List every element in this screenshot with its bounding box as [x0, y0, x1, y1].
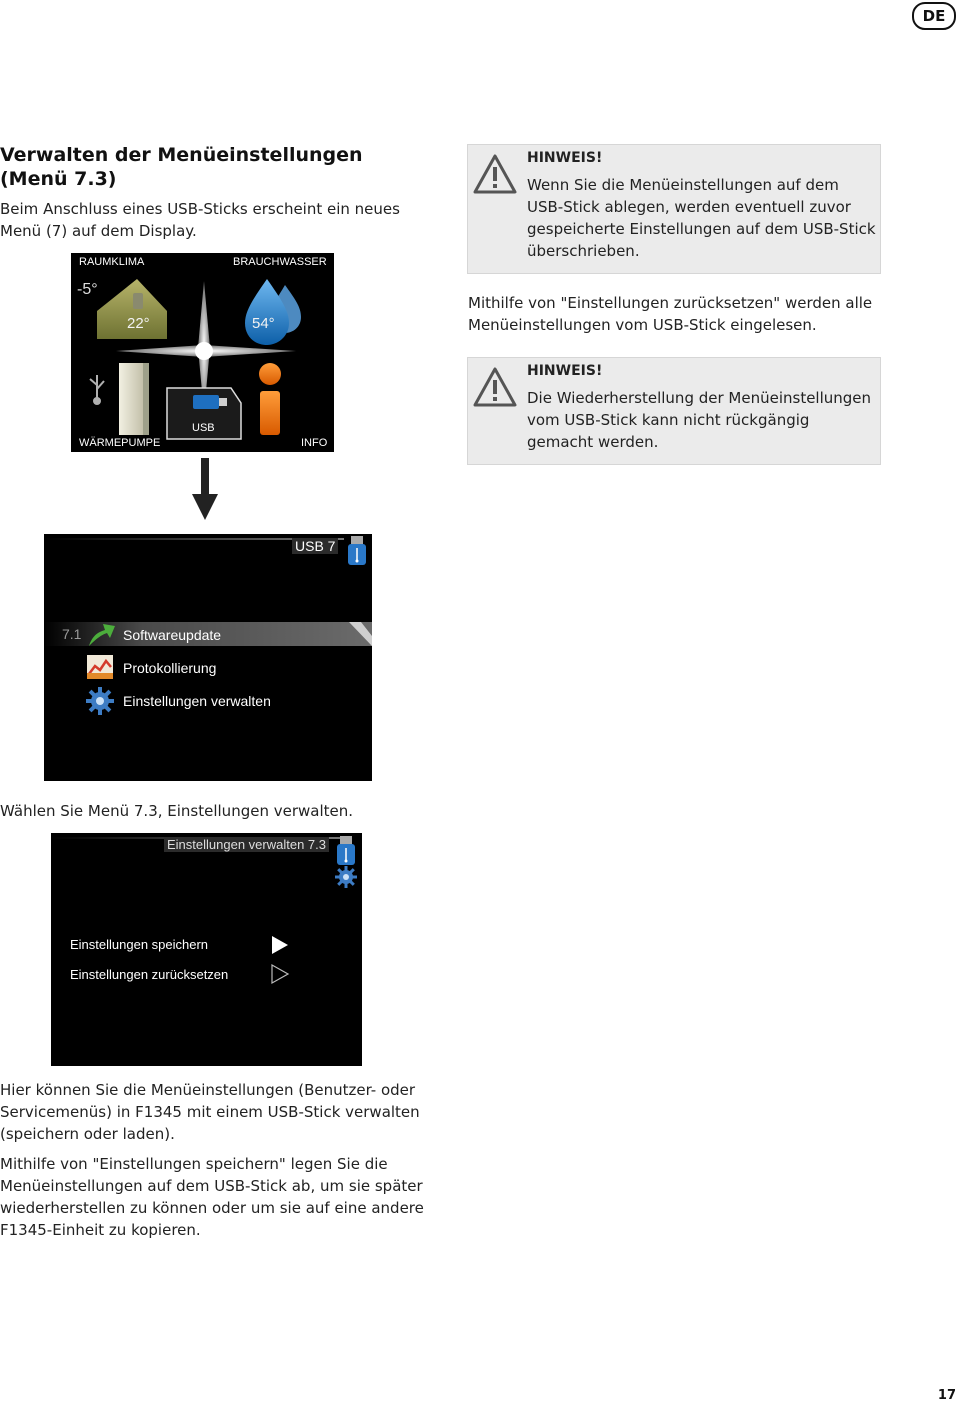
usb-stick-icon: [346, 536, 368, 566]
usb-menu-screen: [44, 534, 372, 781]
usb-stick-icon: [335, 836, 357, 866]
info-label: INFO: [301, 437, 328, 449]
settings-menu-screen: [51, 833, 362, 1066]
note-box-overwrite: [467, 144, 881, 274]
main-display-screen: [71, 253, 334, 452]
arrow-icon: [86, 620, 116, 648]
description-paragraph-2: Mithilfe von "Einstellungen speichern" legen Sie die Menüeinstellungen auf dem USB-Stick ab, um sie später wiederherstellen zu können oder um sie auf eine andere F1345-Einheit zu kopieren.: [0, 1155, 424, 1239]
water-drop-icon: [245, 279, 301, 345]
gear-icon: [335, 866, 357, 888]
note-text: Wenn Sie die Menüeinstellungen auf dem USB-Stick ablegen, werden eventuell zuvor gespeicherte Einstellungen auf dem USB-Stick überschrieben.: [527, 176, 876, 260]
intro-text: Beim Anschluss eines USB-Sticks erscheint ein neues Menü (7) auf dem Display.: [0, 200, 400, 240]
gear-icon: [86, 687, 114, 715]
chart-icon: [86, 654, 114, 680]
water-temperature: 54°: [252, 315, 275, 332]
play-outline-icon[interactable]: [270, 963, 290, 985]
heat-pump-icon: [119, 363, 149, 435]
language-badge: DE: [912, 2, 956, 30]
menu-item-number: 7.1: [62, 626, 82, 642]
note-box-restore: [467, 357, 881, 465]
menu-item-einstellungen-speichern[interactable]: Einstellungen speichern: [70, 937, 209, 952]
outdoor-temperature: -5°: [77, 281, 98, 298]
warning-icon: [472, 153, 518, 195]
settings-menu-title: Einstellungen verwalten 7.3: [164, 837, 329, 852]
usb-label: USB: [192, 422, 215, 434]
menu-item-softwareupdate[interactable]: Softwareupdate: [123, 627, 222, 643]
note-title: HINWEIS!: [527, 150, 603, 166]
usb-symbol-icon: [90, 375, 104, 404]
play-filled-icon[interactable]: [270, 934, 290, 956]
note-text: Die Wiederherstellung der Menüeinstellungen vom USB-Stick kann nicht rückgängig gemacht werden.: [527, 389, 872, 451]
instruction-text: Wählen Sie Menü 7.3, Einstellungen verwalten.: [0, 802, 354, 820]
down-arrow-icon: [192, 458, 218, 520]
indoor-temperature: 22°: [127, 315, 150, 332]
warning-icon: [472, 366, 518, 408]
description-paragraph-1: Hier können Sie die Menüeinstellungen (Benutzer- oder Servicemenüs) in F1345 mit einem USB-Stick verwalten (speichern oder laden).: [0, 1081, 420, 1143]
menu-item-protokollierung[interactable]: Protokollierung: [123, 660, 217, 676]
menu-item-einstellungen-verwalten[interactable]: Einstellungen verwalten: [123, 693, 271, 709]
raumklima-label: RAUMKLIMA: [79, 256, 145, 268]
waermepumpe-label: WÄRMEPUMPE: [79, 437, 161, 449]
menu-item-einstellungen-zuruecksetzen[interactable]: Einstellungen zurücksetzen: [70, 967, 229, 982]
row-corner-curl-icon: [349, 622, 372, 646]
info-icon: [259, 363, 281, 435]
note-title: HINWEIS!: [527, 363, 603, 379]
section-title: Verwalten der Menüeinstellungen (Menü 7.3): [0, 144, 363, 190]
reset-text: Mithilfe von "Einstellungen zurücksetzen" werden alle Menüeinstellungen vom USB-Stick eingelesen.: [468, 294, 873, 334]
page-number: 17: [937, 1388, 956, 1403]
brauchwasser-label: BRAUCHWASSER: [233, 256, 327, 268]
usb-menu-title: USB 7: [292, 538, 338, 554]
